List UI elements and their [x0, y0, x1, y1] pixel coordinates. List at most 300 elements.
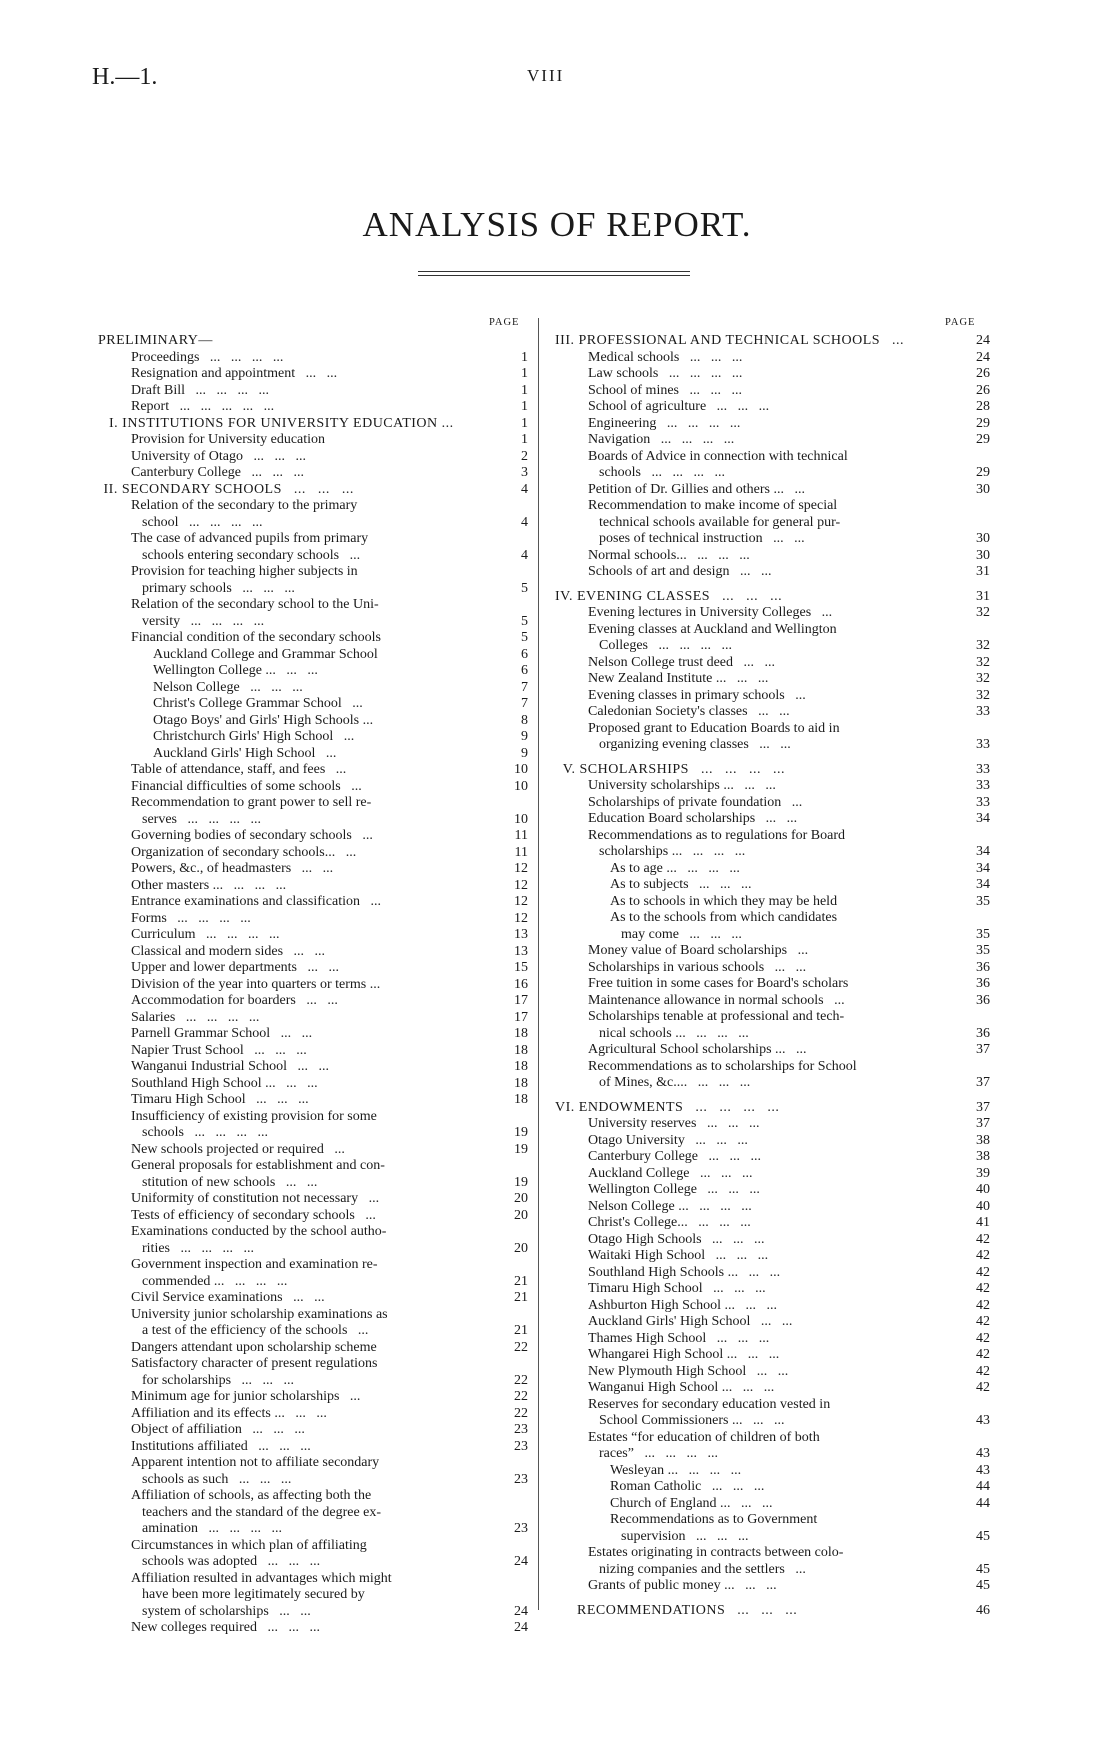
- entry-page-number: 8: [521, 712, 528, 728]
- entry-page-number: 20: [514, 1191, 528, 1206]
- entry-page-number: 32: [976, 605, 990, 620]
- section-heading-row: [555, 589, 990, 606]
- contents-entry: [555, 1133, 990, 1150]
- entry-page-number: 42: [976, 1314, 990, 1329]
- entry-label: Nelson College trust deed ... ...: [588, 654, 776, 670]
- entry-label: Affiliation of schools, as affecting both the: [131, 1488, 372, 1503]
- contents-entry: [98, 350, 528, 367]
- contents-entry: [98, 1109, 528, 1126]
- entry-label: Resignation and appointment ... ...: [131, 366, 338, 381]
- entry-page-number: 29: [976, 465, 990, 480]
- contents-entry: [555, 1116, 990, 1133]
- contents-entry: [98, 696, 528, 713]
- entry-label: Proceedings ... ... ... ...: [131, 349, 284, 365]
- contents-entry: [555, 1042, 990, 1059]
- entry-label: Salaries ... ... ... ...: [131, 1009, 260, 1025]
- entry-page-number: 6: [521, 646, 528, 662]
- entry-label: Auckland Girls' High School ... ...: [588, 1314, 793, 1329]
- contents-entry: [98, 1406, 528, 1423]
- contents-entry: [98, 1620, 528, 1637]
- entry-page-number: 5: [521, 613, 528, 629]
- entry-label: teachers and the standard of the degree ex-: [142, 1504, 382, 1520]
- contents-entry: [555, 531, 990, 548]
- entry-page-number: 40: [976, 1182, 990, 1197]
- entry-page-number: 12: [514, 877, 528, 893]
- entry-label: Civil Service examinations ... ...: [131, 1290, 325, 1305]
- entry-page-number: 28: [976, 399, 990, 414]
- contents-entry: [98, 1587, 528, 1604]
- entry-page-number: 22: [514, 1405, 528, 1421]
- entry-page-number: 19: [514, 1141, 528, 1157]
- contents-entry: [98, 1373, 528, 1390]
- page-column-heading-right: PAGE: [945, 317, 976, 328]
- contents-entry: [555, 1364, 990, 1381]
- contents-entry: [98, 1125, 528, 1142]
- entry-label: As to the schools from which candidates: [610, 910, 838, 925]
- contents-entry: [98, 515, 528, 532]
- entry-label: Affiliation resulted in advantages which might: [131, 1570, 392, 1586]
- contents-entry: [98, 1505, 528, 1522]
- entry-label: School of mines ... ... ...: [588, 382, 742, 398]
- entry-label: Medical schools ... ... ...: [588, 349, 743, 365]
- entry-page-number: 13: [514, 927, 528, 942]
- entry-page-number: 46: [976, 1602, 990, 1618]
- contents-entry: [98, 1439, 528, 1456]
- entry-label: III. PROFESSIONAL AND TECHNICAL SCHOOLS ...: [555, 333, 905, 348]
- contents-entry: [555, 350, 990, 367]
- entry-page-number: 1: [521, 415, 528, 431]
- entry-page-number: 21: [514, 1323, 528, 1338]
- contents-entry: [98, 1538, 528, 1555]
- entry-label: scholarships ... ... ... ...: [599, 844, 746, 859]
- entry-label: Evening lectures in University Colleges ...: [588, 605, 833, 620]
- entry-label: for scholarships ... ... ...: [142, 1372, 295, 1388]
- entry-page-number: 1: [521, 432, 528, 447]
- section-heading-row: [98, 482, 528, 499]
- entry-page-number: 35: [976, 943, 990, 958]
- entry-label: General proposals for establishment and con-: [131, 1158, 385, 1173]
- entry-label: Financial condition of the secondary schools: [131, 630, 381, 645]
- entry-page-number: 1: [521, 399, 528, 414]
- contents-entry: [98, 944, 528, 961]
- entry-label: Canterbury College ... ... ...: [588, 1149, 762, 1164]
- entry-page-number: 36: [976, 959, 990, 975]
- entry-page-number: 34: [976, 860, 990, 876]
- contents-entry: [98, 845, 528, 862]
- entry-label: University junior scholarship examinations as: [131, 1306, 388, 1322]
- entry-page-number: 15: [514, 960, 528, 975]
- contents-entry: [98, 614, 528, 631]
- entry-label: commended ... ... ... ...: [142, 1273, 288, 1289]
- contents-entry: [555, 976, 990, 993]
- contents-entry: [555, 1496, 990, 1513]
- entry-label: schools was adopted ... ... ...: [142, 1554, 321, 1569]
- entry-page-number: 19: [514, 1125, 528, 1140]
- contents-entry: [555, 465, 990, 482]
- contents-entry: [98, 960, 528, 977]
- entry-label: Relation of the secondary school to the Uni-: [131, 597, 379, 612]
- contents-entry: [98, 1323, 528, 1340]
- contents-left-column: [98, 333, 528, 1637]
- contents-entry: [555, 383, 990, 400]
- contents-entry: [555, 1281, 990, 1298]
- contents-entry: [98, 1076, 528, 1093]
- entry-label: a test of the efficiency of the schools ...: [142, 1323, 369, 1338]
- entry-label: Wesleyan ... ... ... ...: [610, 1462, 742, 1478]
- entry-label: Scholarships tenable at professional and tech-: [588, 1009, 845, 1024]
- contents-entry: [98, 1307, 528, 1324]
- contents-entry: [555, 622, 990, 639]
- contents-entry: [555, 1232, 990, 1249]
- entry-page-number: 33: [976, 761, 990, 777]
- entry-page-number: 26: [976, 366, 990, 381]
- entry-label: As to age ... ... ... ...: [610, 860, 740, 876]
- entry-label: New Zealand Institute ... ... ...: [588, 671, 769, 686]
- entry-page-number: 37: [976, 1075, 990, 1090]
- entry-label: Entrance examinations and classification ...: [131, 894, 381, 909]
- entry-label: serves ... ... ... ...: [142, 811, 261, 827]
- entry-page-number: 40: [976, 1198, 990, 1214]
- entry-label: school ... ... ... ...: [142, 514, 263, 530]
- entry-label: Relation of the secondary to the primary: [131, 498, 358, 513]
- entry-label: Wanganui High School ... ... ...: [588, 1380, 775, 1395]
- entry-label: Caledonian Society's classes ... ...: [588, 704, 790, 719]
- entry-label: School of agriculture ... ... ...: [588, 399, 770, 414]
- entry-label: Timaru High School ... ... ...: [588, 1281, 766, 1296]
- entry-label: Accommodation for boarders ... ...: [131, 993, 338, 1008]
- entry-label: technical schools available for general pur-: [599, 514, 841, 530]
- entry-page-number: 24: [514, 1603, 528, 1619]
- entry-label: Schools of art and design ... ...: [588, 564, 772, 579]
- entry-label: Napier Trust School ... ... ...: [131, 1042, 307, 1058]
- contents-entry: [555, 432, 990, 449]
- entry-page-number: 12: [514, 910, 528, 926]
- entry-label: Recommendation to make income of special: [588, 498, 838, 513]
- contents-entry: [98, 1224, 528, 1241]
- entry-label: Report ... ... ... ... ...: [131, 399, 275, 414]
- contents-entry: [555, 1009, 990, 1026]
- contents-entry: [555, 605, 990, 622]
- entry-page-number: 4: [521, 547, 528, 563]
- entry-label: Evening classes in primary schools ...: [588, 687, 806, 703]
- entry-page-number: 24: [514, 1620, 528, 1635]
- entry-label: have been more legitimately secured by: [142, 1587, 365, 1602]
- entry-label: Other masters ... ... ... ...: [131, 877, 287, 893]
- contents-entry: [555, 1529, 990, 1546]
- entry-label: Auckland College ... ... ...: [588, 1165, 753, 1181]
- entry-label: Tests of efficiency of secondary schools ...: [131, 1207, 376, 1223]
- entry-page-number: 7: [521, 679, 528, 695]
- contents-entry: [98, 1092, 528, 1109]
- entry-label: University reserves ... ... ...: [588, 1116, 760, 1131]
- contents-entry: [98, 581, 528, 598]
- section-heading-row: [98, 416, 528, 433]
- entry-label: Nelson College ... ... ... ...: [588, 1198, 752, 1214]
- entry-label: Affiliation and its effects ... ... ...: [131, 1405, 327, 1421]
- entry-page-number: 18: [514, 1075, 528, 1091]
- contents-entry: [98, 548, 528, 565]
- entry-page-number: 44: [976, 1479, 990, 1494]
- contents-entry: [98, 1043, 528, 1060]
- contents-entry: [555, 1248, 990, 1265]
- contents-entry: [98, 1356, 528, 1373]
- entry-page-number: 7: [521, 696, 528, 711]
- contents-entry: [555, 1166, 990, 1183]
- entry-page-number: 33: [976, 794, 990, 810]
- entry-page-number: 10: [514, 811, 528, 827]
- contents-entry: [555, 943, 990, 960]
- contents-entry: [98, 795, 528, 812]
- entry-page-number: 12: [514, 861, 528, 876]
- entry-page-number: 42: [976, 1380, 990, 1395]
- entry-page-number: 43: [976, 1413, 990, 1428]
- contents-entry: [555, 1314, 990, 1331]
- contents-entry: [98, 1290, 528, 1307]
- entry-label: PRELIMINARY—: [98, 333, 213, 348]
- entry-label: RECOMMENDATIONS ... ... ...: [577, 1602, 798, 1618]
- entry-label: Law schools ... ... ... ...: [588, 366, 743, 381]
- entry-label: Insufficiency of existing provision for some: [131, 1108, 377, 1124]
- entry-label: Otago Boys' and Girls' High Schools ...: [153, 712, 374, 728]
- contents-entry: [98, 383, 528, 400]
- entry-page-number: 9: [521, 745, 528, 761]
- entry-page-number: 18: [514, 1059, 528, 1074]
- entry-label: schools ... ... ... ...: [142, 1125, 268, 1140]
- entry-label: Satisfactory character of present regulations: [131, 1356, 378, 1371]
- contents-entry: [555, 861, 990, 878]
- section-gap: [555, 754, 990, 762]
- entry-page-number: 23: [514, 1521, 528, 1536]
- entry-page-number: 9: [521, 729, 528, 744]
- contents-entry: [98, 1158, 528, 1175]
- contents-entry: [555, 1215, 990, 1232]
- section-heading-row: [555, 1603, 990, 1620]
- entry-label: Division of the year into quarters or terms ...: [131, 976, 381, 992]
- contents-entry: [98, 366, 528, 383]
- entry-page-number: 39: [976, 1165, 990, 1181]
- entry-page-number: 42: [976, 1264, 990, 1280]
- contents-entry: [98, 729, 528, 746]
- contents-entry: [98, 1422, 528, 1439]
- entry-page-number: 38: [976, 1149, 990, 1164]
- entry-label: Object of affiliation ... ... ...: [131, 1422, 305, 1437]
- contents-entry: [555, 1199, 990, 1216]
- entry-page-number: 45: [976, 1561, 990, 1577]
- entry-label: primary schools ... ... ...: [142, 580, 295, 596]
- entry-label: Estates originating in contracts between colo-: [588, 1545, 844, 1560]
- entry-label: Otago High Schools ... ... ...: [588, 1231, 765, 1247]
- entry-label: Curriculum ... ... ... ...: [131, 927, 280, 942]
- contents-entry: [555, 704, 990, 721]
- contents-entry: [98, 647, 528, 664]
- entry-page-number: 5: [521, 580, 528, 596]
- entry-label: Classical and modern sides ... ...: [131, 943, 326, 959]
- contents-entry: [555, 828, 990, 845]
- title-rule-top: [418, 271, 690, 272]
- entry-page-number: 35: [976, 926, 990, 942]
- entry-label: supervision ... ... ...: [621, 1528, 749, 1544]
- entry-label: Government inspection and examination re-: [131, 1257, 378, 1272]
- entry-label: School Commissioners ... ... ...: [599, 1413, 785, 1428]
- contents-entry: [98, 861, 528, 878]
- entry-page-number: 34: [976, 877, 990, 892]
- entry-label: Engineering ... ... ... ...: [588, 415, 741, 431]
- entry-page-number: 17: [514, 1009, 528, 1025]
- entry-page-number: 22: [514, 1372, 528, 1388]
- contents-entry: [98, 713, 528, 730]
- entry-page-number: 42: [976, 1231, 990, 1247]
- entry-label: nizing companies and the settlers ...: [599, 1561, 806, 1577]
- entry-label: Normal schools... ... ... ...: [588, 547, 750, 563]
- title-rule-bottom: [418, 275, 690, 276]
- contents-entry: [555, 894, 990, 911]
- contents-entry: [98, 1208, 528, 1225]
- contents-entry: [555, 688, 990, 705]
- entry-page-number: 45: [976, 1578, 990, 1593]
- entry-page-number: 34: [976, 844, 990, 859]
- contents-entry: [555, 548, 990, 565]
- entry-page-number: 2: [521, 448, 528, 464]
- contents-entry: [555, 811, 990, 828]
- entry-label: Examinations conducted by the school autho-: [131, 1224, 387, 1239]
- entry-page-number: 24: [514, 1554, 528, 1569]
- contents-entry: [98, 762, 528, 779]
- entry-page-number: 29: [976, 432, 990, 447]
- entry-page-number: 42: [976, 1297, 990, 1313]
- contents-entry: [555, 1446, 990, 1463]
- contents-entry: [98, 977, 528, 994]
- entry-label: Church of England ... ... ...: [610, 1495, 773, 1511]
- contents-entry: [98, 1554, 528, 1571]
- entry-page-number: 18: [514, 1042, 528, 1058]
- page-title: ANALYSIS OF REPORT.: [362, 205, 752, 244]
- entry-page-number: 36: [976, 976, 990, 991]
- contents-entry: [98, 1604, 528, 1621]
- contents-entry: [555, 1265, 990, 1282]
- contents-entry: [98, 449, 528, 466]
- entry-label: Boards of Advice in connection with technical: [588, 448, 848, 464]
- entry-label: Parnell Grammar School ... ...: [131, 1026, 313, 1041]
- contents-entry: [555, 1298, 990, 1315]
- contents-entry: [555, 960, 990, 977]
- entry-label: versity ... ... ... ...: [142, 613, 265, 629]
- entry-label: V. SCHOLARSHIPS ... ... ... ...: [562, 761, 785, 777]
- entry-page-number: 12: [514, 894, 528, 909]
- contents-entry: [98, 1241, 528, 1258]
- entry-page-number: 1: [521, 366, 528, 381]
- entry-label: As to subjects ... ... ...: [610, 877, 752, 892]
- contents-entry: [555, 1075, 990, 1092]
- entry-page-number: 21: [514, 1273, 528, 1289]
- entry-label: nical schools ... ... ... ...: [599, 1025, 749, 1041]
- entry-label: Provision for teaching higher subjects in: [131, 564, 358, 579]
- contents-entry: [555, 449, 990, 466]
- contents-entry: [98, 498, 528, 515]
- entry-label: Recommendations as to Government: [610, 1512, 818, 1527]
- entry-page-number: 16: [514, 976, 528, 992]
- entry-page-number: 6: [521, 663, 528, 678]
- contents-entry: [98, 465, 528, 482]
- contents-entry: [98, 746, 528, 763]
- contents-entry: [98, 1191, 528, 1208]
- entry-page-number: 24: [976, 333, 990, 348]
- contents-entry: [555, 1026, 990, 1043]
- entry-label: II. SECONDARY SCHOOLS ... ... ...: [103, 481, 354, 497]
- entry-label: Wellington College ... ... ...: [153, 663, 318, 678]
- section-heading-row: [98, 333, 528, 350]
- entry-label: University of Otago ... ... ...: [131, 448, 306, 464]
- entry-label: Institutions affiliated ... ... ...: [131, 1438, 311, 1454]
- entry-label: Evening classes at Auckland and Wellington: [588, 621, 837, 637]
- entry-label: Forms ... ... ... ...: [131, 910, 251, 926]
- contents-entry: [98, 1026, 528, 1043]
- entry-page-number: 1: [521, 382, 528, 398]
- contents-entry: [98, 1455, 528, 1472]
- contents-entry: [555, 1331, 990, 1348]
- entry-label: Uniformity of constitution not necessary ...: [131, 1191, 380, 1206]
- entry-label: University scholarships ... ... ...: [588, 778, 776, 793]
- contents-entry: [98, 1274, 528, 1291]
- contents-entry: [98, 597, 528, 614]
- entry-label: Timaru High School ... ... ...: [131, 1092, 309, 1107]
- entry-label: IV. EVENING CLASSES ... ... ...: [555, 588, 783, 604]
- document-reference: H.—1.: [92, 64, 158, 90]
- entry-page-number: 42: [976, 1347, 990, 1362]
- contents-entry: [98, 927, 528, 944]
- entry-label: Roman Catholic ... ... ...: [610, 1479, 765, 1494]
- entry-label: system of scholarships ... ...: [142, 1603, 311, 1619]
- entry-page-number: 37: [976, 1099, 990, 1115]
- entry-page-number: 13: [514, 943, 528, 959]
- entry-page-number: 26: [976, 382, 990, 398]
- entry-page-number: 30: [976, 531, 990, 546]
- entry-label: poses of technical instruction ... ...: [599, 531, 805, 546]
- entry-page-number: 24: [976, 349, 990, 365]
- contents-entry: [555, 1463, 990, 1480]
- entry-label: Christchurch Girls' High School ...: [153, 729, 355, 744]
- section-heading-row: [555, 762, 990, 779]
- entry-page-number: 35: [976, 893, 990, 909]
- entry-label: Dangers attendant upon scholarship scheme: [131, 1339, 377, 1355]
- entry-page-number: 32: [976, 687, 990, 703]
- contents-entry: [98, 680, 528, 697]
- entry-label: Scholarships of private foundation ...: [588, 794, 803, 810]
- contents-entry: [555, 721, 990, 738]
- entry-page-number: 33: [976, 778, 990, 793]
- entry-page-number: 4: [521, 514, 528, 530]
- contents-entry: [98, 531, 528, 548]
- entry-page-number: 23: [514, 1471, 528, 1487]
- entry-page-number: 5: [521, 630, 528, 645]
- entry-page-number: 3: [521, 465, 528, 480]
- entry-label: of Mines, &c.... ... ... ...: [599, 1075, 751, 1090]
- entry-label: Apparent intention not to affiliate secondary: [131, 1455, 380, 1470]
- entry-label: New schools projected or required ...: [131, 1141, 345, 1157]
- contents-entry: [555, 795, 990, 812]
- entry-page-number: 41: [976, 1215, 990, 1230]
- entry-label: Nelson College ... ... ...: [153, 679, 303, 695]
- contents-entry: [555, 515, 990, 532]
- contents-entry: [555, 1182, 990, 1199]
- contents-entry: [98, 1571, 528, 1588]
- entry-page-number: 20: [514, 1240, 528, 1256]
- entry-label: The case of advanced pupils from primary: [131, 531, 369, 546]
- entry-label: Whangarei High School ... ... ...: [588, 1347, 780, 1362]
- entry-label: I. INSTITUTIONS FOR UNIVERSITY EDUCATION ...: [109, 415, 454, 431]
- entry-label: Table of attendance, staff, and fees ...: [131, 762, 347, 777]
- entry-page-number: 18: [514, 1026, 528, 1041]
- entry-page-number: 4: [521, 481, 528, 497]
